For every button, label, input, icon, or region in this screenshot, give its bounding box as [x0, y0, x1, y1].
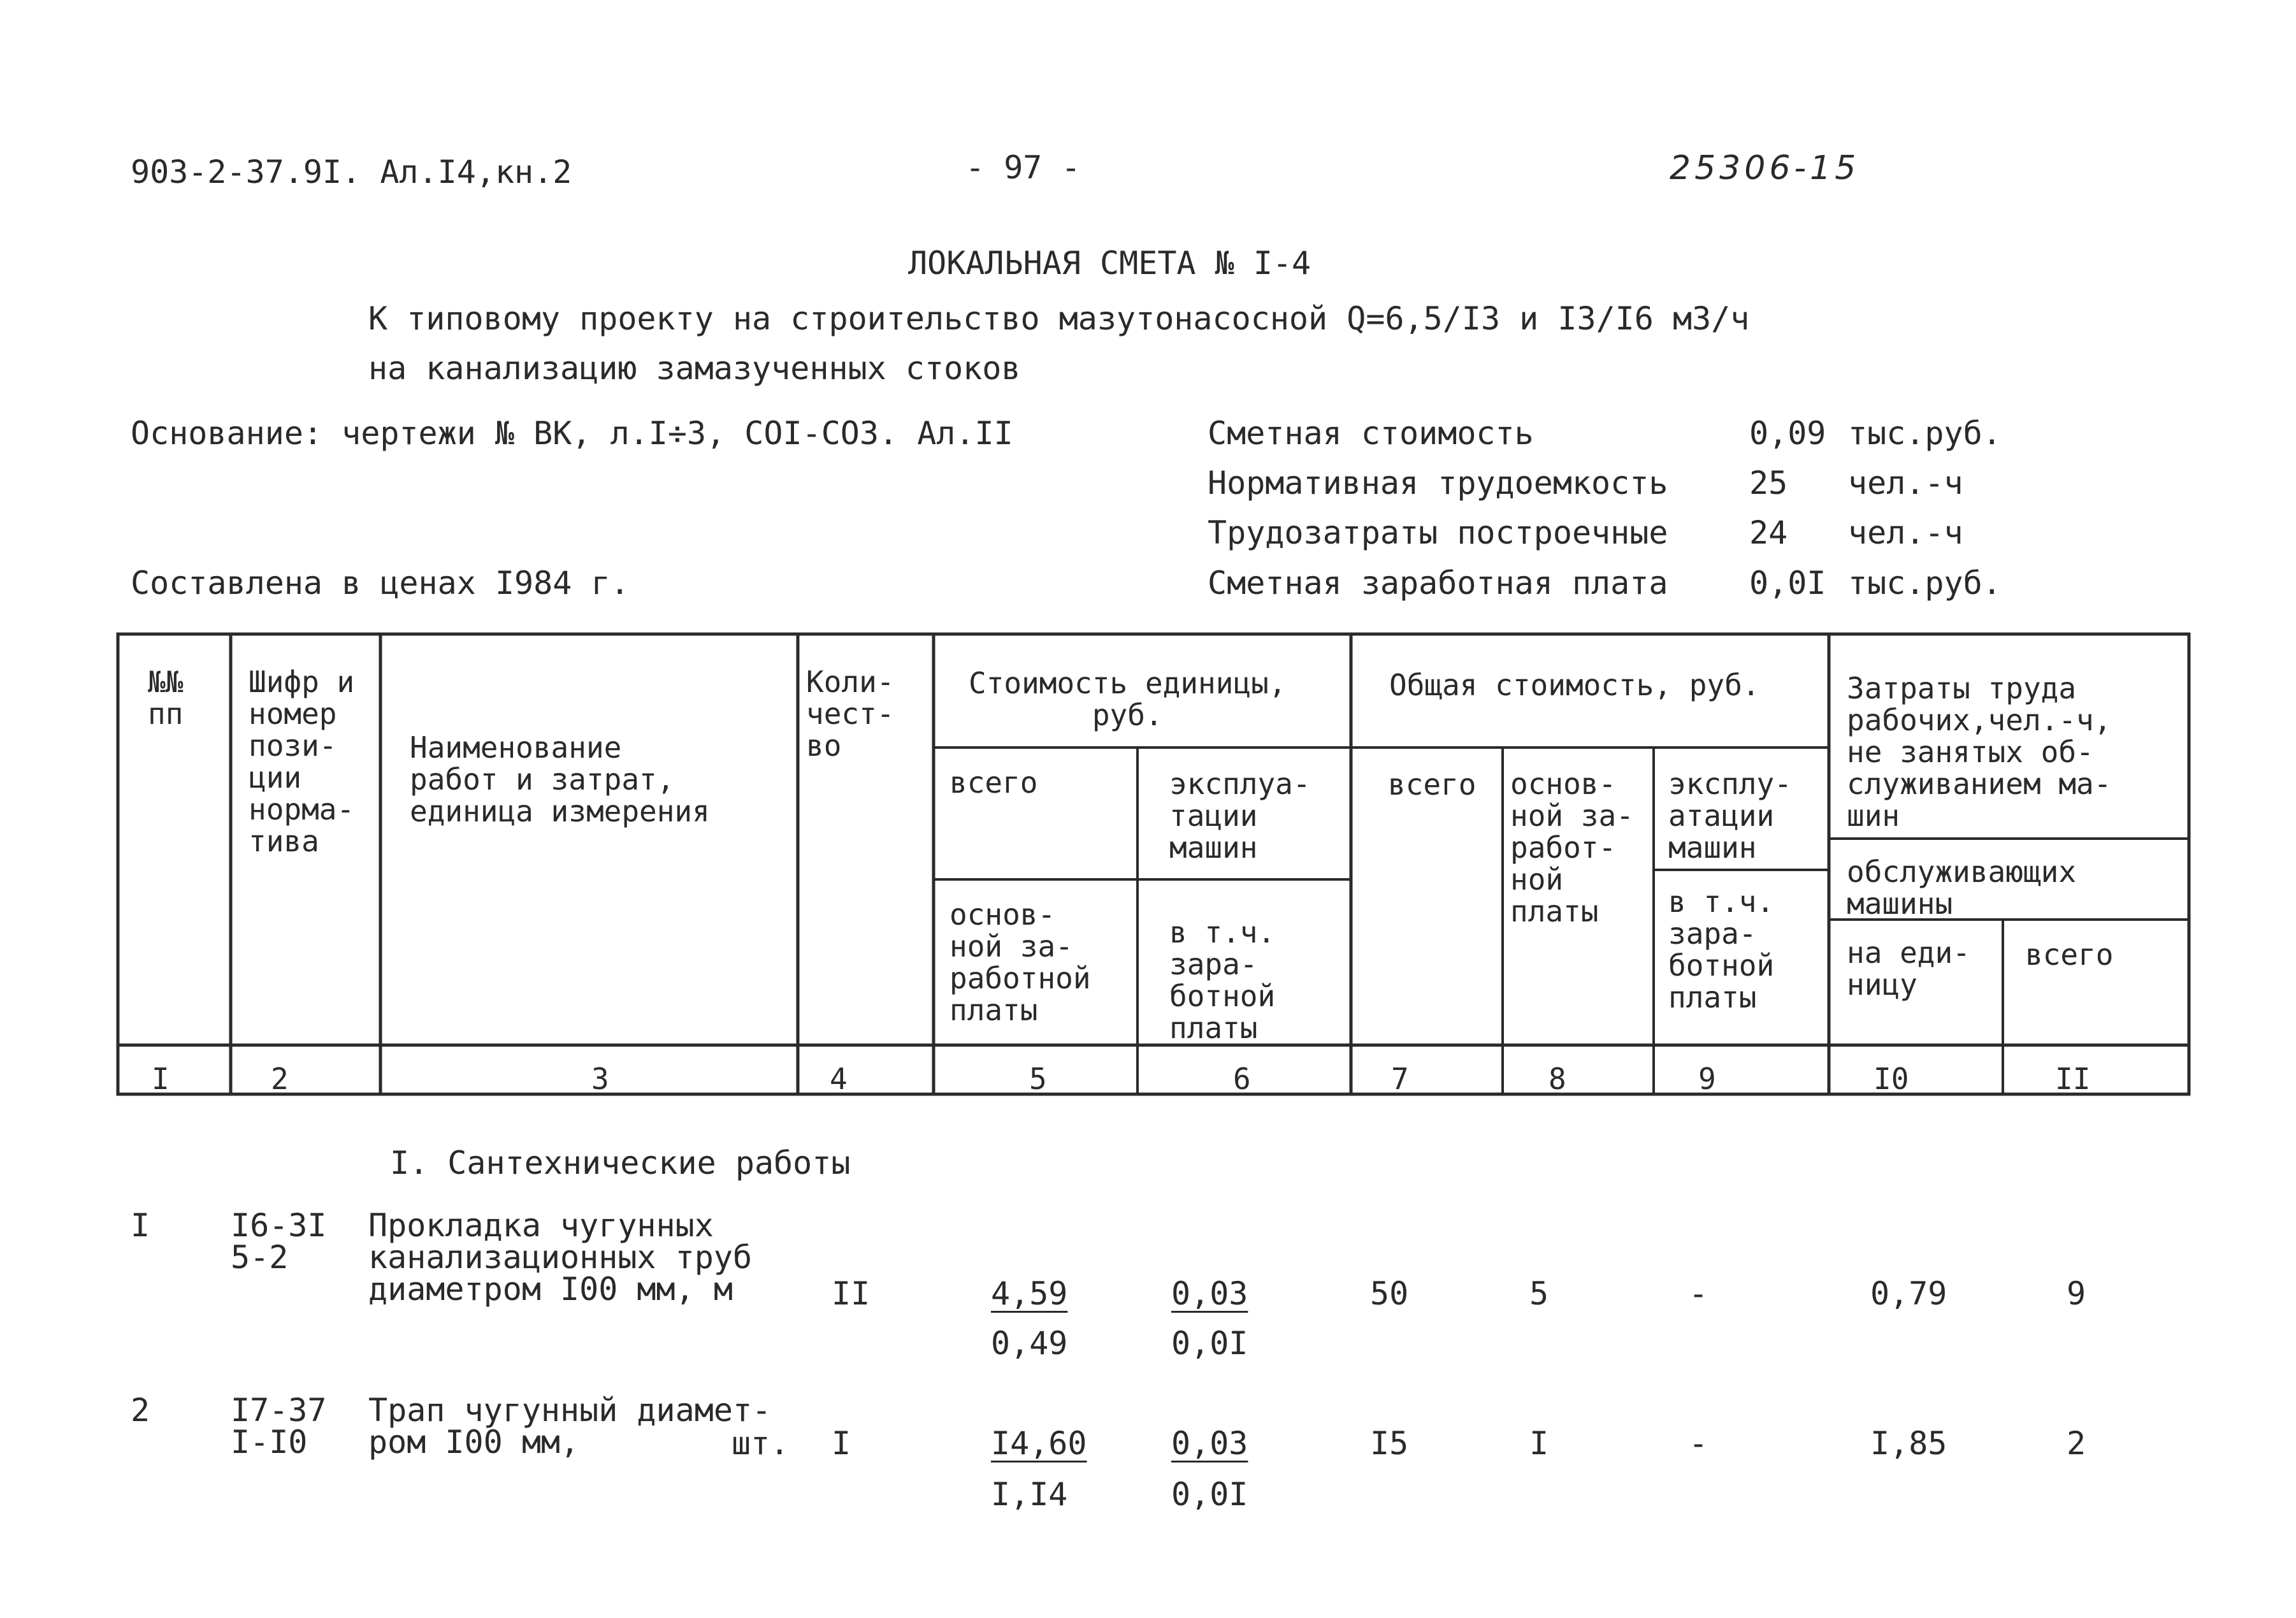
row-code: I7-37 I-I0 [231, 1392, 327, 1461]
col-header-number: №№ пп [148, 665, 184, 731]
col-header-unit-total: всего [949, 765, 1038, 800]
row-name: Прокладка чугунных канализационных труб диаметром I00 мм, м [368, 1207, 753, 1308]
summary-label: Нормативная трудоемкость [1208, 465, 1668, 502]
row-unit-machine: 0,03 [1171, 1425, 1248, 1462]
row-unit-machine: 0,03 [1171, 1275, 1248, 1312]
row-labor-total: 2 [2067, 1425, 2086, 1462]
column-number: 8 [1549, 1062, 1566, 1096]
row-unit-total: 4,59 [991, 1275, 1068, 1312]
row-total-machine: - [1689, 1275, 1708, 1312]
column-number: I0 [1874, 1062, 1909, 1096]
column-number: II [2055, 1062, 2091, 1096]
col-header-name: Наименование работ и затрат, единица измерения [410, 730, 710, 828]
col-header-unit-machine: эксплуа- тации машин [1169, 767, 1311, 865]
column-number: 9 [1698, 1062, 1716, 1096]
col-header-total-wage: основ- ной за- работ- ной платы [1510, 767, 1634, 928]
summary-label: Сметная стоимость [1208, 415, 1534, 452]
column-number: 5 [1029, 1062, 1047, 1096]
column-number: I [152, 1062, 170, 1096]
basis-text: Основание: чертежи № ВК, л.I÷3, СОI-СО3. Ал.II [131, 415, 1013, 452]
summary-value: 0,09 [1749, 415, 1826, 452]
group-header-unit-cost: Стоимость единицы, руб. [969, 666, 1287, 732]
summary-label: Сметная заработная плата [1208, 565, 1668, 602]
section-title: I. Сантехнические работы [390, 1145, 851, 1181]
page-number: - 97 - [965, 149, 1081, 186]
row-total-all: I5 [1370, 1425, 1409, 1462]
row-quantity: II [832, 1275, 870, 1312]
row-labor-per-unit: I,85 [1870, 1425, 1947, 1462]
column-number: 6 [1233, 1062, 1251, 1096]
row-unit-label: шт. [732, 1425, 790, 1462]
column-number: 3 [591, 1062, 609, 1096]
row-total-machine: - [1689, 1425, 1708, 1462]
col-header-total-all: всего [1388, 767, 1477, 802]
row-total-wage: 5 [1529, 1275, 1549, 1312]
row-code: I6-3I 5-2 [231, 1207, 327, 1276]
row-total-all: 50 [1370, 1275, 1409, 1312]
col-header-code: Шифр и номер пози- ции норма- тива [249, 665, 355, 858]
row-unit-incl-wage: 0,0I [1171, 1325, 1248, 1362]
col-header-quantity: Коли- чест- во [806, 665, 895, 763]
column-number: 2 [271, 1062, 289, 1096]
row-number: 2 [131, 1392, 150, 1429]
summary-value: 25 [1749, 465, 1788, 502]
row-quantity: I [832, 1425, 851, 1462]
summary-label: Трудозатраты построечные [1208, 514, 1668, 551]
summary-value: 24 [1749, 514, 1788, 551]
group-header-total-cost: Общая стоимость, руб. [1389, 668, 1760, 702]
col-header-labor-serving: обслуживающих машины [1847, 855, 2077, 921]
row-unit-wage: I,I4 [991, 1476, 1068, 1513]
row-labor-total: 9 [2067, 1275, 2086, 1312]
column-number: 7 [1391, 1062, 1409, 1096]
col-header-labor-total: всего [2025, 937, 2114, 972]
row-unit-incl-wage: 0,0I [1171, 1476, 1248, 1513]
prices-text: Составлена в ценах I984 г. [131, 565, 630, 602]
row-name: Трап чугунный диамет- ром I00 мм, [368, 1392, 772, 1461]
summary-unit: чел.-ч [1848, 514, 1963, 551]
col-header-labor-per-unit: на еди- ницу [1847, 935, 1970, 1002]
row-unit-wage: 0,49 [991, 1325, 1068, 1362]
column-number: 4 [830, 1062, 848, 1096]
row-total-wage: I [1529, 1425, 1549, 1462]
row-labor-per-unit: 0,79 [1870, 1275, 1947, 1312]
project-title-line2: на канализацию замазученных стоков [368, 350, 1021, 387]
summary-unit: тыс.руб. [1848, 565, 2002, 602]
col-header-total-machine: эксплу- атации машин [1668, 767, 1792, 865]
summary-unit: чел.-ч [1848, 465, 1963, 502]
summary-unit: тыс.руб. [1848, 415, 2002, 452]
archive-number: 25306-15 [1670, 149, 1860, 187]
col-header-total-incl-wage: в т.ч. зара- ботной платы [1668, 885, 1775, 1015]
summary-value: 0,0I [1749, 565, 1826, 602]
estimate-heading: ЛОКАЛЬНАЯ СМЕТА № I-4 [908, 245, 1311, 282]
project-title-line1: К типовому проекту на строительство мазутонасосной Q=6,5/I3 и I3/I6 м3/ч [368, 300, 1750, 337]
row-unit-total: I4,60 [991, 1425, 1087, 1462]
col-header-unit-incl-wage: в т.ч. зара- ботной платы [1169, 915, 1276, 1045]
row-number: I [131, 1207, 150, 1244]
group-header-labor: Затраты труда рабочих,чел.-ч, не занятых об- служиванием ма- шин [1847, 671, 2112, 833]
col-header-unit-wage: основ- ной за- работной платы [949, 897, 1091, 1027]
document-code: 903-2-37.9I. Ал.I4,кн.2 [131, 154, 572, 191]
